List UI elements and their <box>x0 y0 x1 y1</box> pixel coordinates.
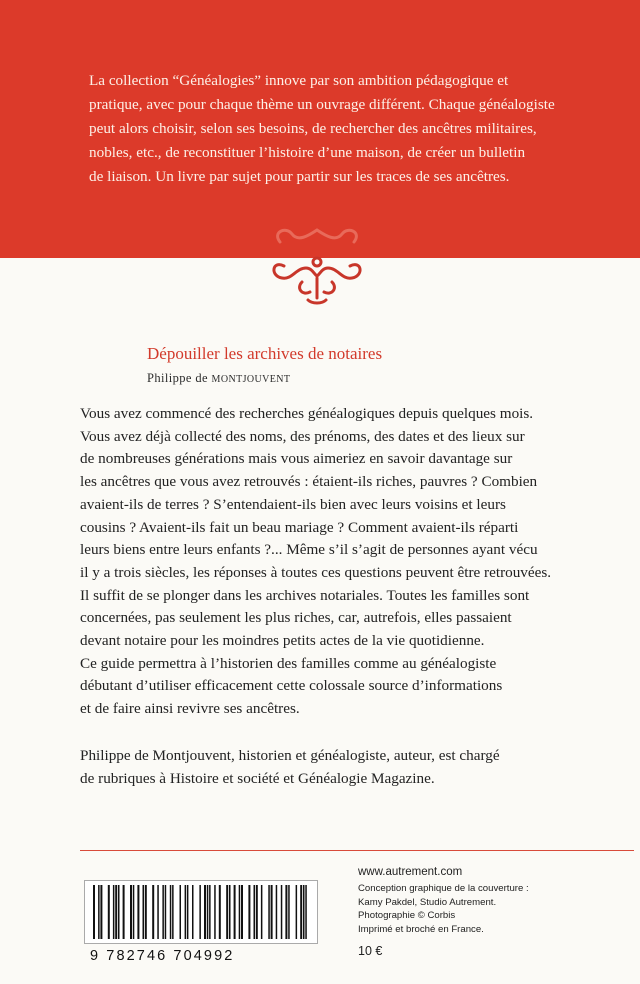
ornament-icon <box>262 222 372 306</box>
book-author <box>147 371 290 386</box>
barcode-frame <box>84 880 318 944</box>
description-line: il y a trois siècles, les réponses à toutes ces questions peuvent être retrouvées. <box>80 563 552 581</box>
publisher-url: www.autrement.com <box>358 866 463 878</box>
description-line: cousins ? Avaient-ils fait un beau mariage ? Comment avaient-ils réparti <box>80 518 519 536</box>
price: 10 € <box>358 944 383 959</box>
author-last-name: MONTJOUVENT <box>211 374 291 385</box>
publisher-credits <box>358 866 628 958</box>
barcode <box>84 870 318 972</box>
description-line: les ancêtres que vous avez retrouvés : étaient-ils riches, pauvres ? Combien <box>80 473 538 491</box>
book-description <box>80 403 560 790</box>
bio-line: Philippe de Montjouvent, historien et généalogiste, auteur, est chargé <box>80 746 500 764</box>
author-first-name: Philippe de <box>147 371 208 385</box>
barcode-bars <box>85 881 317 943</box>
description-line: Ce guide permettra à l’historien des familles comme au généalogiste <box>80 654 497 672</box>
intro-line: nobles, etc., de reconstituer l’histoire d’une maison, de créer un bulletin <box>89 144 526 161</box>
footer-divider <box>80 850 634 851</box>
collection-intro <box>89 69 589 189</box>
intro-line: pratique, avec pour chaque thème un ouvrage différent. Chaque généalogiste <box>89 96 555 113</box>
credit-line: Conception graphique de la couverture : <box>358 883 529 894</box>
book-title: Dépouiller les archives de notaires <box>147 344 383 363</box>
description-line: Vous avez commencé des recherches généalogiques depuis quelques mois. <box>80 405 534 422</box>
intro-line: de liaison. Un livre par sujet pour partir sur les traces de ses ancêtres. <box>89 168 510 185</box>
bio-line: de rubriques à Histoire et société et Généalogie Magazine. <box>80 769 435 787</box>
credit-line: Imprimé et broché en France. <box>358 923 484 935</box>
credit-line: Photographie © Corbis <box>358 910 456 922</box>
description-line: de nombreuses générations mais vous aimeriez en savoir davantage sur <box>80 450 513 468</box>
author-bio <box>80 745 560 790</box>
barcode-digits: 9 782746 704992 <box>90 948 235 964</box>
intro-line: peut alors choisir, selon ses besoins, de rechercher des ancêtres militaires, <box>89 120 537 137</box>
description-line: leurs biens entre leurs enfants ?... Même s’il s’agit de personnes ayant vécu <box>80 541 538 559</box>
description-line: avaient-ils de terres ? S’entendaient-ils bien avec leurs voisins et leurs <box>80 495 506 513</box>
description-line: Vous avez déjà collecté des noms, des prénoms, des dates et des lieux sur <box>80 427 525 445</box>
description-line: concernées, pas seulement les plus riches, car, autrefois, elles passaient <box>80 609 512 627</box>
description-line: Il suffit de se plonger dans les archives notariales. Toutes les familles sont <box>80 586 530 604</box>
intro-line: La collection “Généalogies” innove par son ambition pédagogique et <box>89 72 509 89</box>
description-line: devant notaire pour les moindres petits actes de la vie quotidienne. <box>80 632 485 650</box>
credit-line: Kamy Pakdel, Studio Autrement. <box>358 896 497 908</box>
description-line: débutant d’utiliser efficacement cette colossale source d’informations <box>80 677 503 695</box>
description-line: et de faire ainsi revivre ses ancêtres. <box>80 700 300 718</box>
